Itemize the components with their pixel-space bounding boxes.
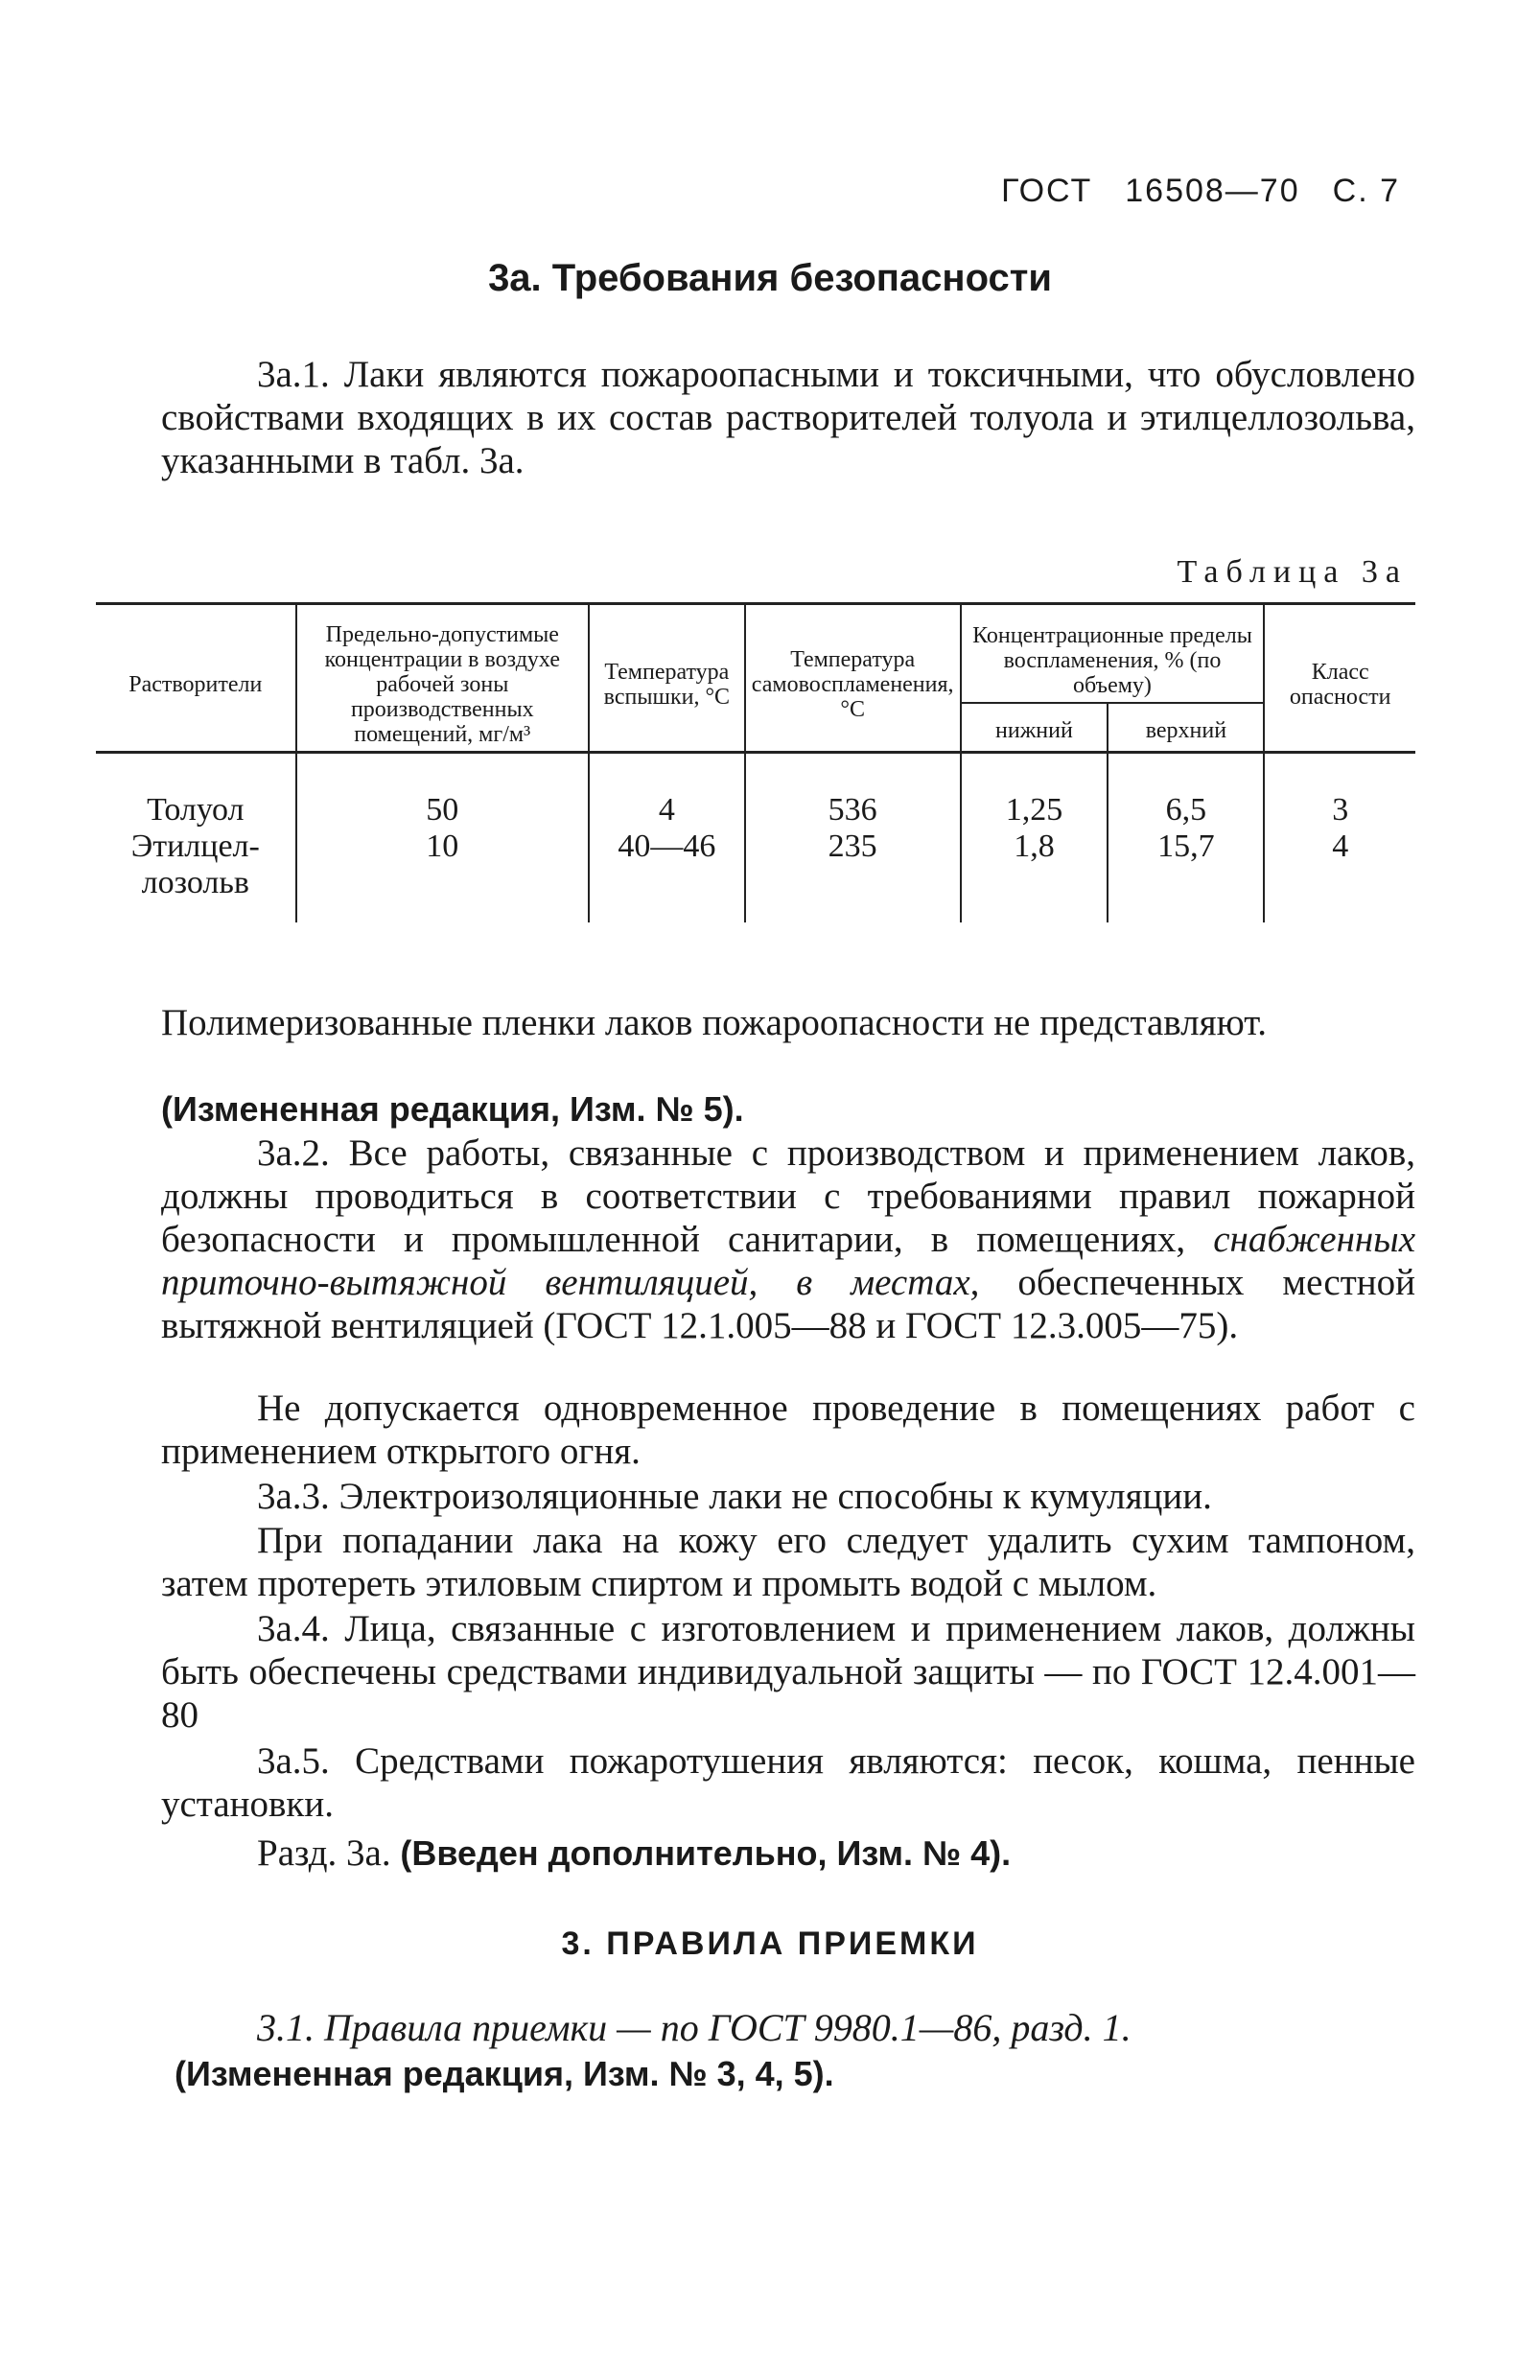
cell-flash: 40—46 [589,828,745,922]
header-page: С. 7 [1332,173,1400,209]
cell-upper: 6,5 [1108,753,1264,829]
paragraph-3-1: 3.1. Правила приемки — по ГОСТ 9980.1—86, разд. 1. [257,2006,1132,2049]
section-title: 3а. Требования безопасности [488,257,1052,299]
section3-title: 3. ПРАВИЛА ПРИЕМКИ [561,1925,979,1962]
razd-label: Разд. 3а. [257,1832,391,1874]
cell-lower: 1,25 [961,753,1108,829]
paragraph-3a3: 3а.3. Электроизоляционные лаки не способны к кумуляции. [257,1476,1212,1517]
header-flammability-limits: Концентрационные пределы воспламенения, % (по объему) [961,604,1265,704]
header-autoignition: Температура самовоспламенения, °С [745,604,961,753]
header-flash-point: Температура вспышки, °С [589,604,745,753]
header-lower: нижний [961,703,1108,752]
paragraph-3a2 [161,1132,1415,1347]
cell-name: Этилцел- лозольв [130,828,260,900]
paragraph-3a4: 3а.4. Лица, связанные с изготовлением и применением лаков, должны быть обеспечены средствами индивидуальной защиты — по ГОСТ 12.4.001—80 [161,1608,1415,1736]
cell-mac: 50 [296,753,589,829]
cell-lower: 1,8 [961,828,1108,922]
cell-mac: 10 [296,828,589,922]
amendment-note-3-4-5: (Измененная редакция, Изм. № 3, 4, 5). [175,2054,834,2093]
header-solvents: Растворители [96,604,296,753]
paragraph-3a5: 3а.5. Средствами пожаротушения являются: песок, кошма, пенные установки. [161,1740,1415,1825]
page-header [968,173,1400,210]
header-number: 16508—70 [1125,173,1300,209]
cell-flash: 4 [589,753,745,829]
paragraph-3a2-end: обеспеченных местной вытяжной вентиляцией (ГОСТ 12.1.005—88 и ГОСТ 12.3.005—75). [161,1262,1415,1346]
razd-note: (Введен дополнительно, Изм. № 4). [400,1833,1012,1873]
paragraph-no-open-fire: Не допускается одновременное проведение в помещениях работ с применением открытого огня. [161,1388,1415,1472]
table-caption: Таблица 3а [1177,554,1408,590]
paragraph-3a2-italic: снабженных приточно-вытяжной вентиляцией, в местах, [161,1219,1415,1303]
section-introduced-note [161,1832,1415,1875]
cell-autoign: 235 [745,828,961,922]
cell-hazard: 4 [1264,828,1415,922]
cell-autoign: 536 [745,753,961,829]
table-row [96,828,1415,922]
cell-hazard: 3 [1264,753,1415,829]
properties-table [96,602,1415,922]
paragraph-3a2-start: 3а.2. Все работы, связанные с производством и применением лаков, должны проводиться в соответствии с требованиями правил пожарной безопасности и промышленной санитарии, в помещениях, [161,1132,1415,1260]
amendment-note-5: (Измененная редакция, Изм. № 5). [161,1089,744,1129]
cell-name: Толуол [147,792,245,828]
header-mac: Предельно-допустимые концентрации в воздухе рабочей зоны производственных помещений, мг/м³ [296,604,589,753]
paragraph-3a1: 3а.1. Лаки являются пожароопасными и токсичными, что обусловлено свойствами входящих в их состав растворителей толуола и этилцеллозольва, указанными в табл. 3а. [161,354,1415,481]
header-standard: ГОСТ [1001,173,1093,209]
cell-upper: 15,7 [1108,828,1264,922]
header-upper: верхний [1108,703,1264,752]
table-row [96,753,1415,829]
paragraph-films: Полимеризованные пленки лаков пожароопасности не представляют. [161,1002,1268,1043]
paragraph-skin-contact: При попадании лака на кожу его следует удалить сухим тампоном, затем протереть этиловым спиртом и промыть водой с мылом. [161,1520,1415,1604]
header-hazard-class: Класс опасности [1264,604,1415,753]
